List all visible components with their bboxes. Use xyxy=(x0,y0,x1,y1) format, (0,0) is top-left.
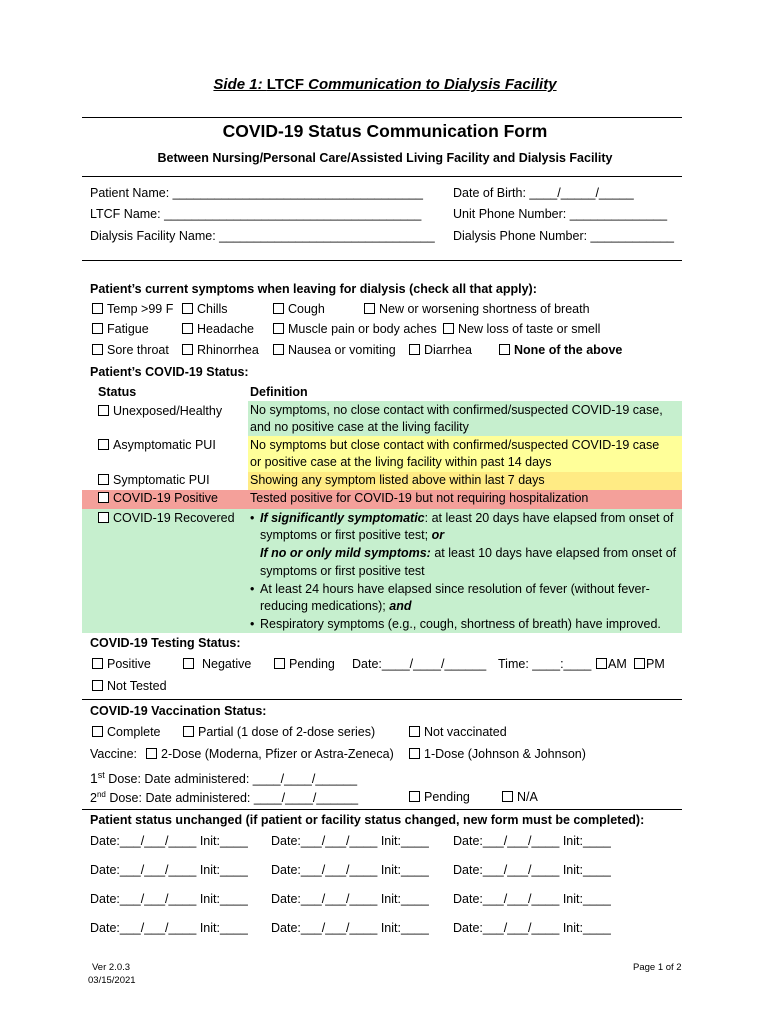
testing-negative[interactable] xyxy=(183,657,251,671)
unchanged-entry[interactable]: Date:___/___/____ Init:____ xyxy=(271,863,429,877)
unexposed-def-line1: No symptoms, no close contact with confirmed/suspected COVID-19 case, xyxy=(250,403,663,417)
vax-na[interactable] xyxy=(502,790,538,804)
checkbox[interactable] xyxy=(499,344,510,355)
unchanged-entry[interactable]: Date:___/___/____ Init:____ xyxy=(90,921,248,935)
testing-date-field[interactable]: Date:____/____/______ xyxy=(352,657,487,671)
option-label: AM xyxy=(608,657,627,671)
recovered-bullet2-line1: • At least 24 hours have elapsed since resolution of fever (without fever- xyxy=(250,582,650,596)
unchanged-entry[interactable]: Date:___/___/____ Init:____ xyxy=(90,863,248,877)
dob-field[interactable]: Date of Birth: ____/_____/_____ xyxy=(453,186,634,200)
option-label: Complete xyxy=(107,725,161,739)
status-label: Symptomatic PUI xyxy=(113,473,210,487)
symptom-label: Rhinorrhea xyxy=(197,343,259,357)
checkbox[interactable] xyxy=(634,658,645,669)
dialysis-facility-field[interactable]: Dialysis Facility Name: _______________________________ xyxy=(90,229,435,243)
vaccine-label: Vaccine: xyxy=(90,747,138,761)
vaccination-heading: COVID-19 Vaccination Status: xyxy=(90,704,267,718)
symptom-label: Headache xyxy=(197,322,254,336)
vaccination-divider xyxy=(82,809,682,810)
unchanged-entry[interactable]: Date:___/___/____ Init:____ xyxy=(453,892,611,906)
checkbox[interactable] xyxy=(183,726,194,737)
symptom-label: Cough xyxy=(288,302,325,316)
checkbox[interactable] xyxy=(409,344,420,355)
bullet-icon: • xyxy=(250,617,255,631)
option-label: Pending xyxy=(289,657,335,671)
checkbox[interactable] xyxy=(98,492,109,503)
status-label: COVID-19 Recovered xyxy=(113,511,235,525)
symptom-label: Diarrhea xyxy=(424,343,472,357)
recovered-bullet1-line2: symptoms or first positive test; or xyxy=(260,528,445,542)
testing-divider xyxy=(82,699,682,700)
symptoms-heading: Patient’s current symptoms when leaving for dialysis (check all that apply): xyxy=(90,282,537,296)
symptom-cough[interactable] xyxy=(273,302,325,316)
checkbox[interactable] xyxy=(183,658,194,669)
unchanged-entry[interactable]: Date:___/___/____ Init:____ xyxy=(271,892,429,906)
checkbox[interactable] xyxy=(98,439,109,450)
unchanged-entry[interactable]: Date:___/___/____ Init:____ xyxy=(90,834,248,848)
footer-version: Ver 2.0.3 xyxy=(92,962,131,973)
checkbox[interactable] xyxy=(273,303,284,314)
symptom-label: New or worsening shortness of breath xyxy=(379,302,590,316)
checkbox[interactable] xyxy=(443,323,454,334)
testing-heading: COVID-19 Testing Status: xyxy=(90,636,241,650)
status-label: Unexposed/Healthy xyxy=(113,404,223,418)
unchanged-entry[interactable]: Date:___/___/____ Init:____ xyxy=(90,892,248,906)
vax-pending[interactable] xyxy=(409,790,470,804)
checkbox[interactable] xyxy=(502,791,513,802)
first-dose-field[interactable]: 1st Dose: Date administered: ____/____/______ xyxy=(90,770,358,787)
unchanged-heading: Patient status unchanged (if patient or facility status changed, new form must be completed): xyxy=(90,813,645,827)
checkbox[interactable] xyxy=(92,658,103,669)
symptom-temp[interactable] xyxy=(92,302,173,316)
testing-am[interactable] xyxy=(596,657,627,671)
recovered-bullet1-line3: If no or only mild symptoms: at least 10 days have elapsed from onset of xyxy=(260,546,677,560)
dialysis-phone-field[interactable]: Dialysis Phone Number: ____________ xyxy=(453,229,674,243)
unchanged-entry[interactable]: Date:___/___/____ Init:____ xyxy=(453,921,611,935)
unchanged-entry[interactable]: Date:___/___/____ Init:____ xyxy=(271,834,429,848)
status-asymptomatic[interactable] xyxy=(98,438,216,452)
side-suffix: Communication to Dialysis Facility xyxy=(304,76,557,93)
checkbox[interactable] xyxy=(273,323,284,334)
option-label: 2-Dose (Moderna, Pfizer or Astra-Zeneca) xyxy=(161,747,394,761)
option-label: Pending xyxy=(424,790,470,804)
recovered-bullet1-line1: • If significantly symptomatic: at least 20 days have elapsed from onset of xyxy=(250,511,674,525)
checkbox[interactable] xyxy=(92,726,103,737)
patient-name-field[interactable]: Patient Name: ____________________________________ xyxy=(90,186,423,200)
status-label: COVID-19 Positive xyxy=(113,491,218,505)
vax-complete[interactable] xyxy=(92,725,161,739)
definition-column-header: Definition xyxy=(250,385,308,399)
positive-def: Tested positive for COVID-19 but not requiring hospitalization xyxy=(250,491,589,505)
testing-pm[interactable] xyxy=(634,657,665,671)
status-recovered[interactable] xyxy=(98,511,235,525)
symptom-rhinorrhea[interactable] xyxy=(182,343,259,357)
checkbox[interactable] xyxy=(182,303,193,314)
side-heading xyxy=(0,76,770,93)
recovered-bullet2-line2: reducing medications); and xyxy=(260,599,412,613)
checkbox[interactable] xyxy=(92,344,103,355)
symptom-sob[interactable] xyxy=(364,302,590,316)
symptom-label: New loss of taste or smell xyxy=(458,322,601,336)
checkbox[interactable] xyxy=(92,680,103,691)
side-prefix: Side 1: xyxy=(213,76,267,93)
symptom-diarrhea[interactable] xyxy=(409,343,472,357)
unchanged-entry[interactable]: Date:___/___/____ Init:____ xyxy=(453,834,611,848)
testing-positive[interactable] xyxy=(92,657,151,671)
side-ltcf: LTCF xyxy=(266,76,304,93)
symptom-fatigue[interactable] xyxy=(92,322,149,336)
symptom-muscle[interactable] xyxy=(273,322,437,336)
bullet-icon: • xyxy=(250,582,255,596)
status-symptomatic[interactable] xyxy=(98,473,210,487)
checkbox[interactable] xyxy=(146,748,157,759)
symptom-sore-throat[interactable] xyxy=(92,343,169,357)
symptom-label: Fatigue xyxy=(107,322,149,336)
option-label: 1-Dose (Johnson & Johnson) xyxy=(424,747,586,761)
footer-page: Page 1 of 2 xyxy=(633,962,682,973)
checkbox[interactable] xyxy=(92,323,103,334)
unexposed-def-line2: and no positive case at the living facility xyxy=(250,420,469,434)
testing-pending[interactable] xyxy=(274,657,335,671)
symptom-headache[interactable] xyxy=(182,322,254,336)
symptom-none[interactable] xyxy=(499,343,622,357)
footer-date: 03/15/2021 xyxy=(88,975,136,986)
second-dose-field[interactable]: 2nd Dose: Date administered: ____/____/______ xyxy=(90,790,359,806)
checkbox[interactable] xyxy=(409,791,420,802)
unchanged-entry[interactable]: Date:___/___/____ Init:____ xyxy=(453,863,611,877)
asymptomatic-def-line2: or positive case at the living facility within past 14 days xyxy=(250,455,552,469)
recovered-bullet3: • Respiratory symptoms (e.g., cough, shortness of breath) have improved. xyxy=(250,617,661,631)
ltcf-name-field[interactable]: LTCF Name: _____________________________________ xyxy=(90,207,422,221)
checkbox[interactable] xyxy=(274,658,285,669)
symptom-label: Muscle pain or body aches xyxy=(288,322,437,336)
form-subtitle: Between Nursing/Personal Care/Assisted Living Facility and Dialysis Facility xyxy=(157,151,613,165)
symptom-chills[interactable] xyxy=(182,302,228,316)
checkbox[interactable] xyxy=(92,303,103,314)
vax-partial[interactable] xyxy=(183,725,375,739)
testing-not-tested[interactable] xyxy=(92,679,167,693)
vax-two-dose[interactable] xyxy=(146,747,394,761)
option-label: PM xyxy=(646,657,665,671)
testing-time-field[interactable]: Time: ____:____ xyxy=(498,657,592,671)
covid-status-heading: Patient’s COVID-19 Status: xyxy=(90,365,249,379)
option-label: Negative xyxy=(202,657,252,671)
vax-not-vaccinated[interactable] xyxy=(409,725,507,739)
top-divider xyxy=(82,117,682,118)
symptom-label: Temp >99 F xyxy=(107,302,174,316)
recovered-bullet1-line4: symptoms or first positive test xyxy=(260,564,425,578)
checkbox[interactable] xyxy=(409,726,420,737)
status-label: Asymptomatic PUI xyxy=(113,438,216,452)
checkbox[interactable] xyxy=(182,344,193,355)
checkbox[interactable] xyxy=(182,323,193,334)
checkbox[interactable] xyxy=(98,405,109,416)
asymptomatic-def-line1: No symptoms but close contact with confirmed/suspected COVID-19 case xyxy=(250,438,660,452)
info-divider xyxy=(82,260,682,261)
status-positive[interactable] xyxy=(98,491,218,505)
unit-phone-field[interactable]: Unit Phone Number: ______________ xyxy=(453,207,668,221)
vax-one-dose[interactable] xyxy=(409,747,586,761)
option-label: Not vaccinated xyxy=(424,725,507,739)
checkbox[interactable] xyxy=(596,658,607,669)
checkbox[interactable] xyxy=(409,748,420,759)
unchanged-entry[interactable]: Date:___/___/____ Init:____ xyxy=(271,921,429,935)
status-column-header: Status xyxy=(98,385,137,399)
option-label: Partial (1 dose of 2-dose series) xyxy=(198,725,376,739)
symptom-label: Nausea or vomiting xyxy=(288,343,396,357)
checkbox[interactable] xyxy=(98,512,109,523)
symptom-label: None of the above xyxy=(514,343,623,357)
symptom-taste[interactable] xyxy=(443,322,600,336)
symptomatic-def: Showing any symptom listed above within last 7 days xyxy=(250,473,545,487)
status-unexposed[interactable] xyxy=(98,404,222,418)
checkbox[interactable] xyxy=(273,344,284,355)
option-label: Positive xyxy=(107,657,151,671)
symptom-nausea[interactable] xyxy=(273,343,396,357)
form-title: COVID-19 Status Communication Form xyxy=(222,121,548,141)
bullet-icon: • xyxy=(250,511,255,525)
symptom-label: Sore throat xyxy=(107,343,169,357)
checkbox[interactable] xyxy=(98,474,109,485)
checkbox[interactable] xyxy=(364,303,375,314)
option-label: N/A xyxy=(517,790,538,804)
symptom-label: Chills xyxy=(197,302,228,316)
option-label: Not Tested xyxy=(107,679,167,693)
subtitle-divider xyxy=(82,176,682,177)
